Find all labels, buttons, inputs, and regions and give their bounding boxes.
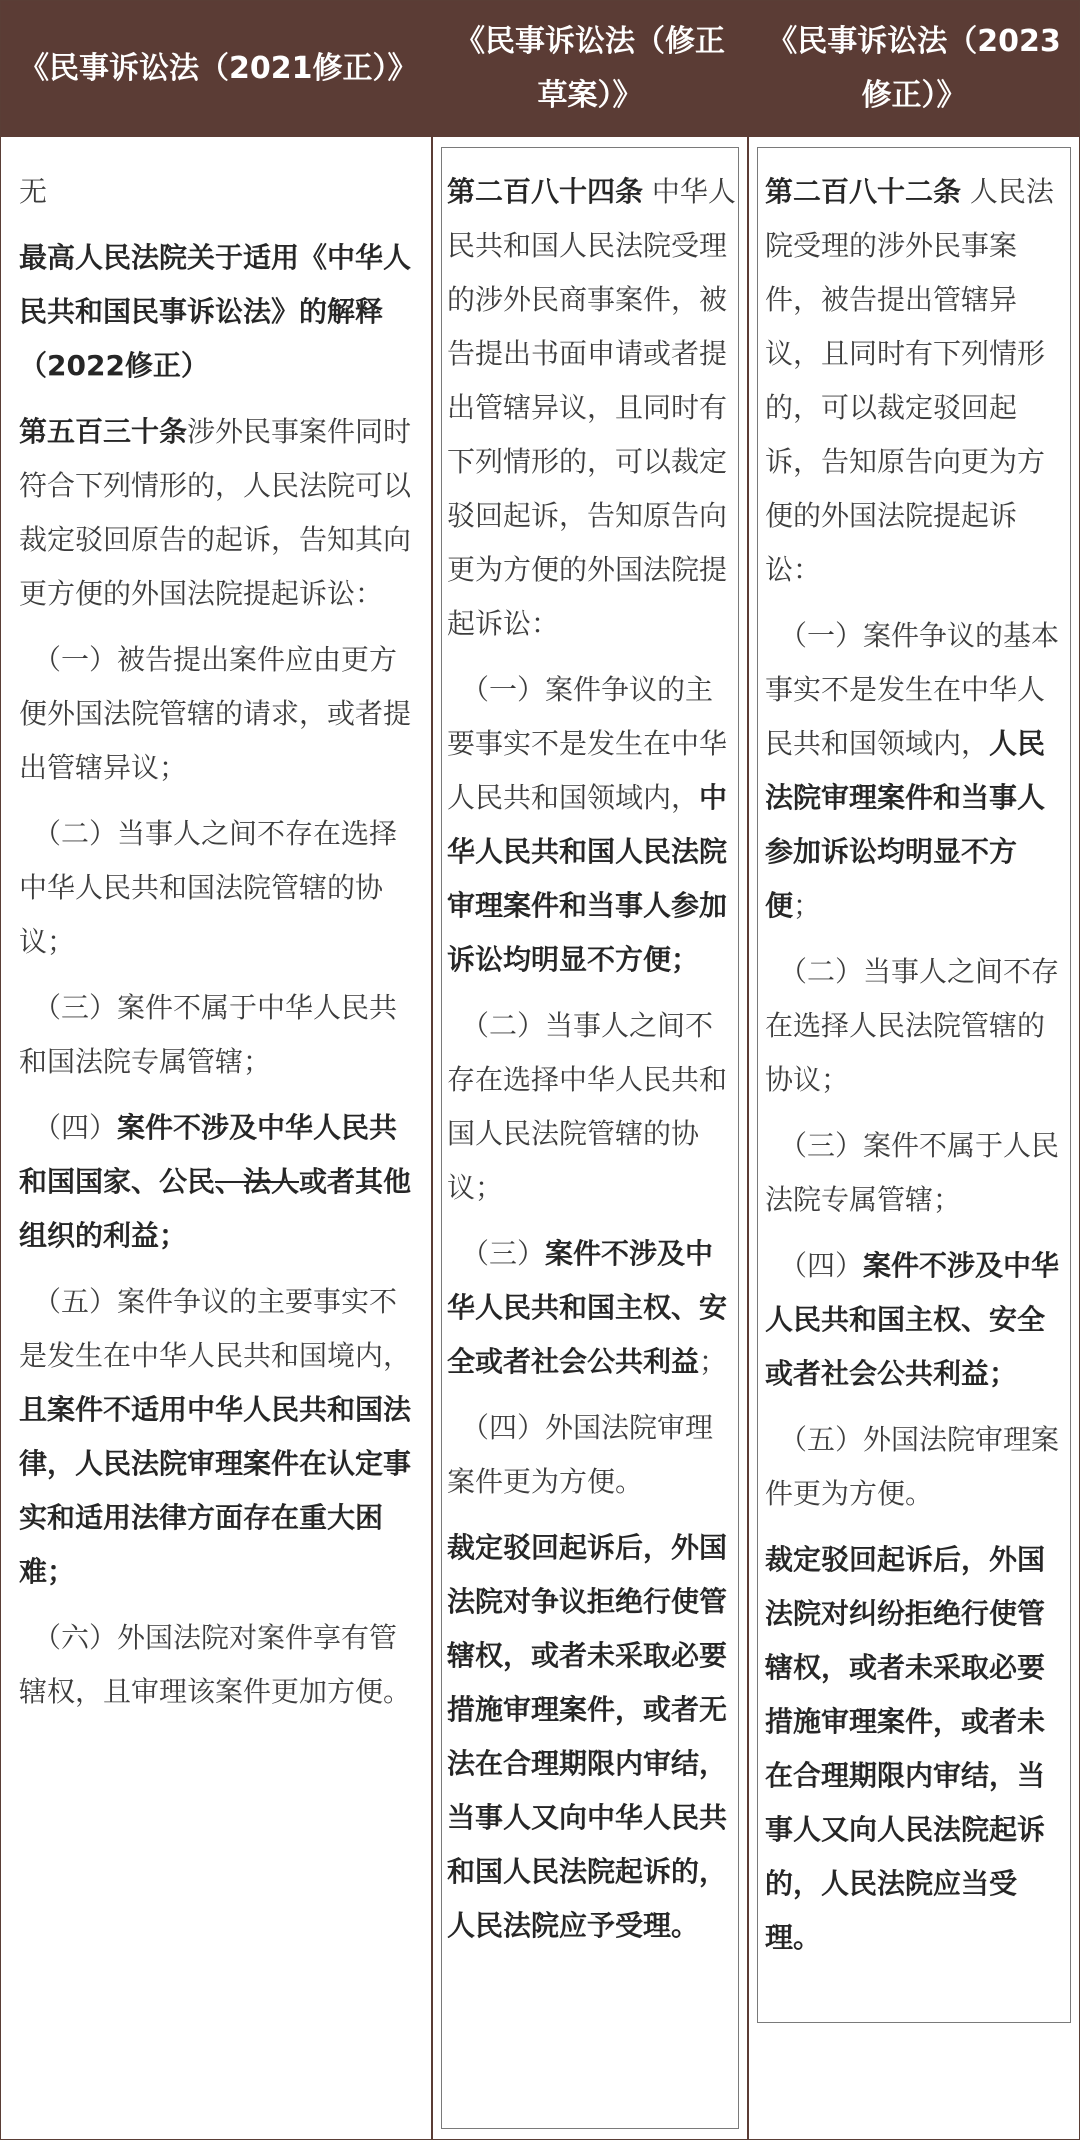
clause-punct: ； [793,889,822,922]
header-draft: 《民事诉讼法（修正草案）》 [455,24,725,113]
clause-number: （四） [779,1249,864,1282]
clause-text: （一）案件争议的基本事实不是发生在中华人民共和国领域内， [765,619,1060,760]
paragraph: 无 [19,175,48,208]
clause-bold: 案件不涉及中华人民共和国主权、安全或者社会公共利益 [447,1237,728,1378]
interpretation-title: 最高人民法院关于适用《中华人民共和国民事诉讼法》的解释（2022修正） [19,241,412,382]
clause [19,1101,419,1263]
clause-bold: 中华人民共和国人民法院审理案件和当事人参加诉讼均明显不方便； [447,781,728,976]
clause-punct: ； [699,1345,728,1378]
deleted-text: 、法人 [215,1165,300,1198]
clause-bold: 或者其他组织的利益； [19,1165,412,1252]
article-282 [765,165,1067,597]
article-text: 涉外民事案件同时符合下列情形的，人民法院可以裁定驳回原告的起诉，告知其向更方便的外国法院提起诉讼： [19,415,412,610]
article-number: 第五百三十条 [19,415,188,448]
clause [765,1239,1067,1401]
article-text: 中华人民共和国人民法院受理的涉外民商事案件，被告提出书面申请或者提出管辖异议，且同时有下列情形的，可以裁定驳回起诉，告知原告向更为方便的外国法院提起诉讼： [447,175,736,640]
clause [447,663,737,987]
clause-text: （五）案件争议的主要事实不是发生在中华人民共和国境内， [19,1285,412,1372]
clause-number: （三） [461,1237,546,1270]
clause: （六）外国法院对案件享有管辖权，且审理该案件更加方便。 [19,1621,412,1708]
clause: （二）当事人之间不存在选择中华人民共和国法院管辖的协议； [19,817,398,958]
clause [447,1227,737,1389]
article-number: 第二百八十二条 [765,175,962,208]
clause: （二）当事人之间不存在选择中华人民共和国人民法院管辖的协议； [447,1009,728,1204]
column-draft [433,137,747,2139]
clause: （四）外国法院审理案件更为方便。 [447,1411,714,1498]
clause: （五）外国法院审理案件更为方便。 [765,1423,1060,1510]
clause: （三）案件不属于中华人民共和国法院专属管辖； [19,991,398,1078]
clause: （一）被告提出案件应由更方便外国法院管辖的请求，或者提出管辖异议； [19,643,412,784]
header-2021: 《民事诉讼法（2021修正）》 [19,51,418,86]
table-header [1,1,1079,137]
article-530 [19,405,419,621]
article-number: 第二百八十四条 [447,175,644,208]
clause-bold: 案件不涉及中华人民共和国主权、安全或者社会公共利益； [765,1249,1060,1390]
new-provision: 裁定驳回起诉后，外国法院对争议拒绝行使管辖权，或者未采取必要措施审理案件，或者无法在合理期限内审结，当事人又向中华人民共和国人民法院起诉的，人民法院应予受理。 [447,1531,728,1942]
new-provision: 裁定驳回起诉后，外国法院对纠纷拒绝行使管辖权，或者未采取必要措施审理案件，或者未在合理期限内审结，当事人又向人民法院起诉的，人民法院应当受理。 [765,1543,1046,1954]
clause [765,609,1067,933]
clause-bold: 案件不涉及中华人民共和国国家、公民 [19,1111,398,1198]
clause: （二）当事人之间不存在选择人民法院管辖的协议； [765,955,1060,1096]
clause-bold: 且案件不适用中华人民共和国法律，人民法院审理案件在认定事实和适用法律方面存在重大困难； [19,1393,412,1588]
header-2023: 《民事诉讼法（2023修正）》 [767,24,1061,113]
column-2021 [1,137,431,2139]
clause [19,1275,419,1599]
clause-text: （一）案件争议的主要事实不是发生在中华人民共和国领域内， [447,673,728,814]
clause-bold: 人民法院审理案件和当事人参加诉讼均明显不方便 [765,727,1046,922]
clause-number: （四） [33,1111,118,1144]
article-284 [447,165,737,651]
article-text: 人民法院受理的涉外民事案件，被告提出管辖异议，且同时有下列情形的，可以裁定驳回起诉，告知原告向更为方便的外国法院提起诉讼： [765,175,1054,586]
clause: （三）案件不属于人民法院专属管辖； [765,1129,1060,1216]
column-2023 [749,137,1079,2139]
